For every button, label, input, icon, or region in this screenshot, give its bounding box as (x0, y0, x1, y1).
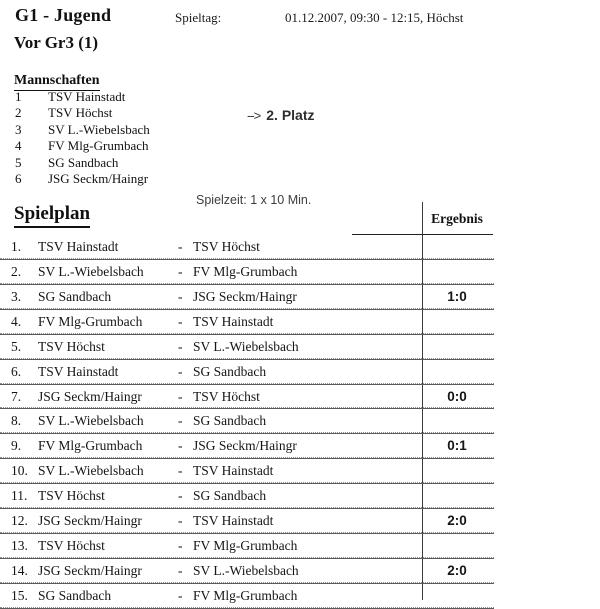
away-team: TSV Höchst (193, 239, 260, 254)
home-team: FV Mlg-Grumbach (38, 313, 143, 329)
home-team: SV L.-Wiebelsbach (38, 413, 144, 429)
match-number: 11. (11, 488, 28, 504)
away-team: FV Mlg-Grumbach (193, 263, 298, 279)
match-number: 13. (11, 538, 28, 554)
away-team: TSV Höchst (193, 388, 260, 404)
match-table (0, 235, 494, 609)
match-row (0, 310, 494, 335)
vs-dash: - (178, 363, 183, 379)
match-row (0, 434, 494, 459)
home-team: TSV Höchst (38, 488, 105, 504)
match-number: 4. (11, 313, 22, 329)
home-team: FV Mlg-Grumbach (38, 438, 143, 454)
away-team: SG Sandbach (193, 413, 267, 429)
home-team: TSV Hainstadt (38, 239, 119, 254)
match-number: 9. (11, 438, 22, 454)
teams-heading: Mannschaften (14, 73, 100, 91)
vs-dash: - (178, 463, 183, 479)
home-team: SV L.-Wiebelsbach (38, 263, 144, 279)
home-team: TSV Höchst (38, 338, 105, 354)
vs-dash: - (178, 239, 183, 254)
page-title: G1 - Jugend (15, 5, 112, 25)
match-number: 12. (11, 513, 28, 529)
vs-dash: - (178, 388, 183, 404)
home-team: JSG Seckm/Haingr (38, 513, 142, 529)
schedule-heading: Spielplan (14, 203, 90, 228)
team-number: 2 (15, 105, 22, 121)
team-number: 6 (15, 170, 22, 186)
spieltag-label: Spieltag: (175, 10, 222, 25)
away-team: JSG Seckm/Haingr (193, 438, 297, 454)
arrow-icon: --> (247, 108, 261, 123)
match-row (0, 559, 494, 584)
vs-dash: - (178, 538, 183, 554)
away-team: TSV Hainstadt (193, 463, 274, 479)
home-team: SG Sandbach (38, 587, 112, 603)
match-row (0, 584, 494, 609)
team-list-item (14, 171, 234, 187)
match-result: 1:0 (447, 288, 467, 304)
team-number: 1 (15, 89, 22, 104)
away-team: SV L.-Wiebelsbach (193, 562, 299, 578)
match-row (0, 484, 494, 509)
match-row (0, 409, 494, 434)
vs-dash: - (178, 587, 183, 603)
team-name: FV Mlg-Grumbach (48, 138, 149, 154)
match-number: 5. (11, 338, 22, 354)
match-row (0, 360, 494, 385)
match-result: 0:0 (447, 388, 467, 404)
home-team: TSV Hainstadt (38, 363, 119, 379)
team-list-item (14, 122, 234, 138)
away-team: SG Sandbach (193, 488, 267, 504)
vs-dash: - (178, 438, 183, 454)
team-name: TSV Hainstadt (48, 89, 126, 104)
match-number: 14. (11, 562, 28, 578)
vs-dash: - (178, 413, 183, 429)
match-result: 2:0 (447, 513, 467, 529)
match-number: 8. (11, 413, 22, 429)
away-team: FV Mlg-Grumbach (193, 587, 298, 603)
match-row (0, 285, 494, 310)
team-name: TSV Höchst (48, 105, 113, 121)
away-team: TSV Hainstadt (193, 313, 274, 329)
match-result: 2:0 (447, 562, 467, 578)
team-name: SV L.-Wiebelsbach (48, 121, 150, 137)
home-team: JSG Seckm/Haingr (38, 388, 142, 404)
vs-dash: - (178, 263, 183, 279)
match-row (0, 235, 494, 260)
team-name: JSG Seckm/Haingr (48, 170, 149, 186)
match-row (0, 509, 494, 534)
home-team: JSG Seckm/Haingr (38, 562, 142, 578)
match-row (0, 260, 494, 285)
match-number: 1. (11, 239, 22, 254)
match-row (0, 385, 494, 410)
team-name: SG Sandbach (48, 154, 119, 170)
match-number: 2. (11, 263, 22, 279)
team-list-item (14, 138, 234, 154)
placement-text: 2. Platz (266, 107, 315, 123)
vs-dash: - (178, 288, 183, 304)
home-team: TSV Höchst (38, 538, 105, 554)
result-column-header: Ergebnis (431, 211, 483, 226)
match-row (0, 534, 494, 559)
away-team: SG Sandbach (193, 363, 267, 379)
away-team: TSV Hainstadt (193, 513, 274, 529)
vs-dash: - (178, 513, 183, 529)
page-subtitle: Vor Gr3 (1) (14, 33, 99, 52)
match-number: 3. (11, 288, 22, 304)
team-list-item (14, 155, 234, 171)
team-list-item (14, 89, 234, 105)
team-number: 4 (15, 138, 22, 154)
match-number: 6. (11, 363, 22, 379)
match-row (0, 459, 494, 484)
away-team: JSG Seckm/Haingr (193, 288, 297, 304)
vs-dash: - (178, 338, 183, 354)
team-number: 5 (15, 154, 22, 170)
match-number: 15. (11, 587, 28, 603)
vs-dash: - (178, 313, 183, 329)
team-list-item (14, 105, 234, 121)
away-team: SV L.-Wiebelsbach (193, 338, 299, 354)
home-team: SV L.-Wiebelsbach (38, 463, 144, 479)
spielzeit-note: Spielzeit: 1 x 10 Min. (196, 193, 312, 207)
match-row (0, 335, 494, 360)
vs-dash: - (178, 488, 183, 504)
away-team: FV Mlg-Grumbach (193, 538, 298, 554)
placement-annotation (247, 107, 315, 123)
spieltag-value: 01.12.2007, 09:30 - 12:15, Höchst (285, 10, 464, 25)
match-result: 0:1 (447, 438, 467, 454)
team-list (14, 89, 234, 187)
match-number: 7. (11, 388, 22, 404)
vs-dash: - (178, 562, 183, 578)
home-team: SG Sandbach (38, 288, 112, 304)
match-number: 10. (11, 463, 28, 479)
team-number: 3 (15, 121, 22, 137)
